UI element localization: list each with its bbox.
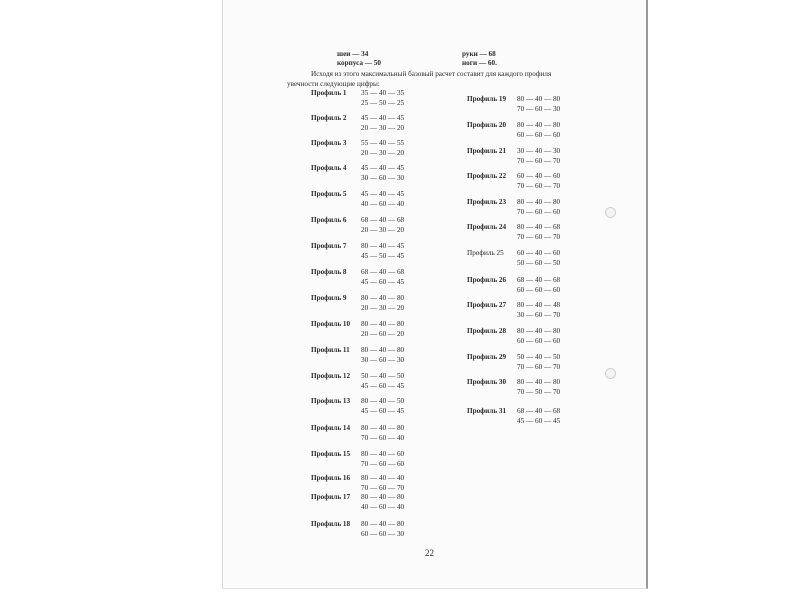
profile-value-line: 70 — 60 — 40 [361, 433, 405, 442]
profile-label: Профиль 17 [311, 493, 351, 501]
profile-value-line: 20 — 30 — 20 [361, 303, 405, 312]
profile-entry [467, 276, 560, 295]
profile-values [361, 268, 404, 287]
profile-value-line: 30 — 60 — 70 [517, 310, 561, 319]
profile-values [361, 493, 404, 512]
profile-value-line: 30 — 60 — 30 [361, 173, 405, 182]
header-left-2: корпуса — 50 [337, 59, 381, 67]
profile-value-line: 50 — 40 — 50 [361, 372, 405, 380]
profile-values [361, 190, 404, 209]
profile-values [517, 121, 560, 140]
profile-value-line: 80 — 40 — 50 [361, 397, 405, 405]
profile-value-line: 60 — 40 — 60 [517, 249, 561, 257]
profile-values [517, 172, 560, 191]
profile-value-line: 20 — 30 — 20 [361, 148, 405, 157]
profile-label: Профиль 16 [311, 474, 351, 482]
header-left-1: шеи — 34 [337, 50, 369, 58]
profile-value-line: 60 — 40 — 60 [517, 172, 561, 180]
profile-value-line: 70 — 60 — 70 [361, 483, 405, 492]
profile-entry [311, 268, 404, 287]
profile-value-line: 60 — 60 — 60 [517, 336, 561, 345]
profile-label: Профиль 15 [311, 450, 351, 458]
profile-value-line: 68 — 40 — 68 [517, 407, 561, 415]
profile-values [517, 327, 560, 346]
profile-label: Профиль 28 [467, 327, 507, 335]
header-right-2: ноги — 60. [462, 59, 497, 67]
intro-text: Исходя из этого максимальный базовый расчет составит для каждого профиля увечности следующие цифры: [287, 70, 552, 88]
profile-label: Профиль 5 [311, 190, 347, 198]
profile-entry [311, 450, 404, 469]
profile-values [517, 353, 560, 372]
profile-value-line: 80 — 40 — 80 [517, 327, 561, 335]
profile-value-line: 68 — 40 — 68 [361, 268, 405, 276]
profile-entry [467, 249, 560, 268]
profile-value-line: 50 — 60 — 50 [517, 258, 561, 267]
profile-value-line: 80 — 40 — 40 [361, 474, 405, 482]
profile-entry [467, 223, 560, 242]
profile-value-line: 70 — 60 — 60 [361, 459, 405, 468]
profile-value-line: 20 — 30 — 20 [361, 123, 405, 132]
profile-entry [311, 424, 404, 443]
profile-label: Профиль 25 [467, 249, 504, 257]
profile-values [361, 139, 404, 158]
profile-entry [467, 327, 560, 346]
profile-value-line: 20 — 60 — 20 [361, 329, 405, 338]
profile-entry [467, 301, 560, 320]
profile-value-line: 68 — 40 — 68 [361, 216, 405, 224]
profile-entry [311, 474, 404, 493]
profile-value-line: 80 — 40 — 68 [517, 223, 561, 231]
profile-label: Профиль 29 [467, 353, 507, 361]
profile-label: Профиль 22 [467, 172, 507, 180]
profile-value-line: 80 — 40 — 48 [517, 301, 561, 309]
profile-label: Профиль 11 [311, 346, 350, 354]
profile-value-line: 80 — 40 — 80 [361, 320, 405, 328]
profile-values [361, 216, 404, 235]
profile-values [361, 294, 404, 313]
profile-entry [311, 216, 404, 235]
profile-value-line: 45 — 60 — 45 [361, 406, 405, 415]
profile-entry [311, 493, 404, 512]
profile-value-line: 80 — 40 — 80 [361, 424, 405, 432]
profile-values [361, 320, 404, 339]
punch-hole-mark [605, 368, 616, 379]
profile-value-line: 60 — 60 — 60 [517, 285, 561, 294]
profile-entry [311, 346, 404, 365]
profile-entry [311, 89, 404, 108]
profile-label: Профиль 30 [467, 378, 507, 386]
profile-values [361, 89, 404, 108]
profile-values [517, 95, 560, 114]
profile-values [517, 249, 560, 268]
profile-label: Профиль 4 [311, 164, 347, 172]
profile-value-line: 68 — 40 — 68 [517, 276, 561, 284]
profile-label: Профиль 19 [467, 95, 507, 103]
profile-label: Профиль 9 [311, 294, 347, 302]
profile-label: Профиль 27 [467, 301, 507, 309]
profile-label: Профиль 23 [467, 198, 507, 206]
profile-values [517, 378, 560, 397]
profile-value-line: 40 — 60 — 40 [361, 199, 405, 208]
profile-entry [311, 397, 404, 416]
profile-values [361, 450, 404, 469]
profile-label: Профиль 7 [311, 242, 347, 250]
punch-hole-mark [605, 207, 616, 218]
profile-value-line: 80 — 40 — 80 [517, 95, 561, 103]
profile-label: Профиль 14 [311, 424, 351, 432]
profile-values [517, 301, 560, 320]
profile-values [517, 147, 560, 166]
profile-values [361, 424, 404, 443]
profile-value-line: 70 — 50 — 70 [517, 387, 561, 396]
profile-value-line: 70 — 60 — 70 [517, 181, 561, 190]
profile-value-line: 40 — 60 — 40 [361, 502, 405, 511]
profile-entry [311, 139, 404, 158]
profile-value-line: 30 — 40 — 30 [517, 147, 561, 155]
profile-value-line: 45 — 40 — 45 [361, 190, 405, 198]
profile-values [361, 474, 404, 493]
profile-label: Профиль 31 [467, 407, 507, 415]
profile-value-line: 70 — 60 — 60 [517, 207, 561, 216]
profile-entry [467, 172, 560, 191]
profile-entry [311, 114, 404, 133]
profile-value-line: 80 — 40 — 80 [361, 520, 405, 528]
profile-value-line: 80 — 40 — 80 [361, 294, 405, 302]
profile-entry [311, 372, 404, 391]
profile-value-line: 45 — 60 — 45 [361, 277, 405, 286]
profile-value-line: 80 — 40 — 80 [361, 493, 405, 501]
profile-value-line: 70 — 60 — 70 [517, 232, 561, 241]
profile-value-line: 45 — 60 — 45 [517, 416, 561, 425]
profile-value-line: 80 — 40 — 80 [517, 378, 561, 386]
profile-entry [311, 242, 404, 261]
profile-label: Профиль 20 [467, 121, 507, 129]
profile-label: Профиль 24 [467, 223, 507, 231]
profile-entry [311, 320, 404, 339]
profile-entry [467, 353, 560, 372]
profile-value-line: 20 — 30 — 20 [361, 225, 405, 234]
profile-values [361, 346, 404, 365]
intro-paragraph [287, 70, 577, 89]
profile-value-line: 60 — 60 — 60 [517, 130, 561, 139]
profile-value-line: 80 — 40 — 80 [361, 346, 405, 354]
profile-entry [467, 378, 560, 397]
profile-value-line: 45 — 40 — 45 [361, 114, 405, 122]
profile-value-line: 60 — 60 — 30 [361, 529, 405, 538]
profile-entry [467, 407, 560, 426]
profile-label: Профиль 3 [311, 139, 347, 147]
profile-values [361, 242, 404, 261]
profile-values [361, 372, 404, 391]
profile-label: Профиль 18 [311, 520, 351, 528]
profile-label: Профиль 6 [311, 216, 347, 224]
profile-label: Профиль 2 [311, 114, 347, 122]
profile-values [517, 198, 560, 217]
profile-entry [311, 190, 404, 209]
profile-entry [467, 147, 560, 166]
profile-values [361, 164, 404, 183]
profile-label: Профиль 26 [467, 276, 507, 284]
profile-values [517, 407, 560, 426]
header-right-1: руки — 68 [462, 50, 496, 58]
profile-value-line: 45 — 40 — 45 [361, 164, 405, 172]
profile-value-line: 70 — 60 — 70 [517, 362, 561, 371]
page-number: 22 [425, 548, 434, 558]
profile-values [361, 520, 404, 539]
profile-entry [467, 198, 560, 217]
profile-value-line: 80 — 40 — 80 [517, 198, 561, 206]
profile-label: Профиль 12 [311, 372, 351, 380]
profile-value-line: 30 — 60 — 30 [361, 355, 405, 364]
profile-label: Профиль 10 [311, 320, 351, 328]
profile-values [517, 223, 560, 242]
profile-values [517, 276, 560, 295]
profile-value-line: 70 — 60 — 30 [517, 104, 561, 113]
profile-values [361, 397, 404, 416]
profile-value-line: 80 — 40 — 60 [361, 450, 405, 458]
profile-entry [467, 121, 560, 140]
profile-label: Профиль 21 [467, 147, 507, 155]
profile-label: Профиль 1 [311, 89, 347, 97]
profile-values [361, 114, 404, 133]
profile-value-line: 45 — 60 — 45 [361, 381, 405, 390]
profile-entry [467, 95, 560, 114]
profile-entry [311, 294, 404, 313]
profile-value-line: 50 — 40 — 50 [517, 353, 561, 361]
profile-value-line: 70 — 60 — 70 [517, 156, 561, 165]
profile-label: Профиль 13 [311, 397, 351, 405]
profile-value-line: 80 — 40 — 45 [361, 242, 405, 250]
profile-value-line: 35 — 40 — 35 [361, 89, 405, 97]
profile-label: Профиль 8 [311, 268, 347, 276]
profile-value-line: 25 — 50 — 25 [361, 98, 405, 107]
profile-value-line: 45 — 50 — 45 [361, 251, 405, 260]
profile-entry [311, 520, 404, 539]
profile-value-line: 80 — 40 — 80 [517, 121, 561, 129]
profile-entry [311, 164, 404, 183]
profile-value-line: 55 — 40 — 55 [361, 139, 405, 147]
